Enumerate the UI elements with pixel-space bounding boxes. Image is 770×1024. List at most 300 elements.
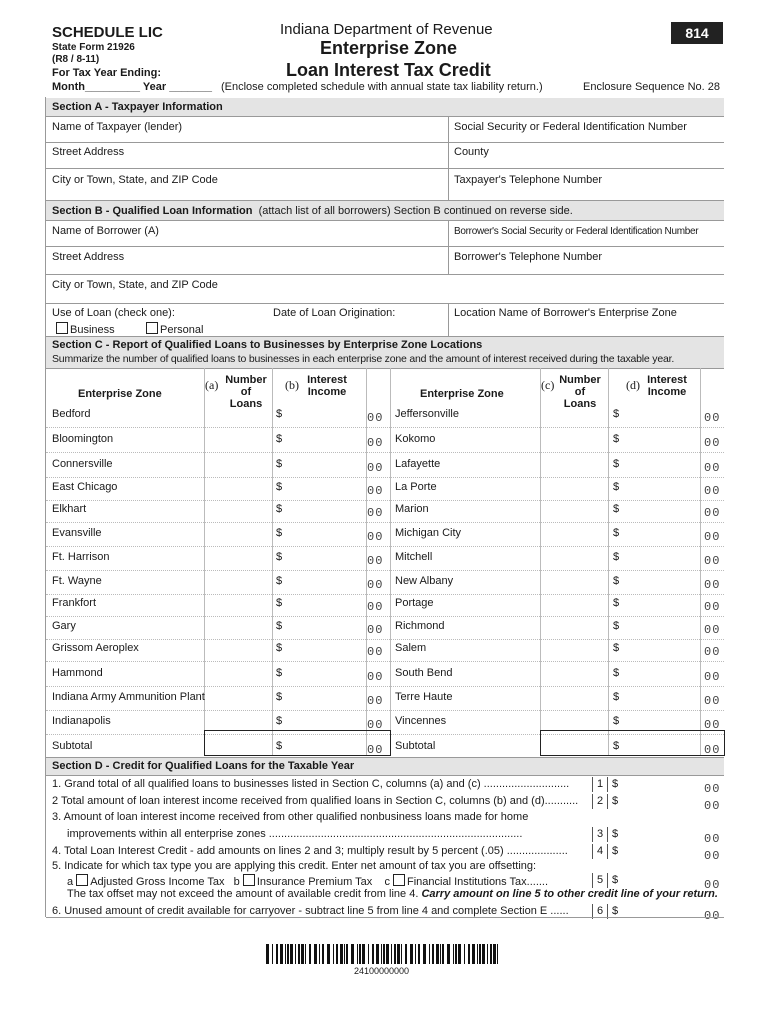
barcode-bar [490, 944, 492, 964]
zone-right-loans-input[interactable] [541, 571, 607, 591]
barcode-bar [383, 944, 385, 964]
barcode-bar [276, 944, 278, 964]
section-c-summary: Summarize the number of qualified loans to businesses in each enterprise zone and the amount of interest received during the taxable year. [52, 353, 675, 365]
zone-left-dollar: $ [276, 433, 283, 445]
zone-right-interest-input[interactable] [622, 499, 698, 519]
enclose-note: (Enclose completed schedule with annual state tax liability return.) [221, 81, 543, 93]
zone-right-dollar: $ [613, 458, 620, 470]
zone-left-cents: 00 [367, 743, 384, 757]
zone-left-cents: 00 [367, 578, 384, 592]
zone-right-dollar: $ [613, 503, 620, 515]
zone-left-dollar: $ [276, 715, 283, 727]
barcode-bar [418, 944, 420, 964]
insurance-tax-label: Insurance Premium Tax [256, 876, 373, 888]
zone-right-cents: 00 [704, 670, 721, 684]
zone-right-loans-input[interactable] [541, 499, 607, 519]
section-c-title: Section C - Report of Qualified Loans to Businesses by Enterprise Zone Locations [52, 339, 483, 351]
barcode-bar [314, 944, 317, 964]
zone-right-interest-input[interactable] [622, 711, 698, 731]
zone-right-cents: 00 [704, 461, 721, 475]
barcode-bar [272, 944, 273, 964]
zone-left-interest-input[interactable] [286, 523, 364, 543]
state-form-number: State Form 21926 [52, 42, 135, 53]
barcode-bar [357, 944, 358, 964]
barcode-bar [322, 944, 324, 964]
barcode-bar [487, 944, 488, 964]
barcode-bar [394, 944, 396, 964]
zone-left-label: East Chicago [52, 481, 118, 493]
zone-right-interest-input[interactable] [622, 663, 698, 683]
zone-right-label: Lafayette [395, 458, 441, 470]
personal-checkbox-option[interactable] [146, 322, 203, 336]
barcode-bar [362, 944, 365, 964]
taxpayer-phone-field[interactable]: Taxpayer's Telephone Number [454, 174, 603, 186]
department-name: Indiana Department of Revenue [280, 21, 493, 38]
insurance-tax-checkbox[interactable] [243, 874, 255, 886]
section-d-title: Section D - Credit for Qualified Loans for the Taxable Year [52, 760, 355, 772]
barcode-number: 24100000000 [354, 966, 410, 976]
line-cents: 00 [704, 782, 721, 796]
barcode-bar [368, 944, 369, 964]
option-b-letter: b [233, 876, 240, 888]
zone-left-dollar: $ [276, 597, 283, 609]
zone-left-cents: 00 [367, 484, 384, 498]
zone-left-loans-input[interactable] [205, 687, 271, 707]
zone-left-label: Subtotal [52, 740, 93, 752]
line-amount-input[interactable] [622, 794, 700, 810]
zone-left-dollar: $ [276, 503, 283, 515]
zone-right-cents: 00 [704, 530, 721, 544]
line5-note-bold: Carry amount on line 5 to other credit line of your return. [421, 888, 718, 900]
zone-right-interest-input[interactable] [622, 523, 698, 543]
line5-options [67, 874, 548, 888]
zone-left-loans-input[interactable] [205, 547, 271, 567]
zone-right-cents: 00 [704, 743, 721, 757]
zone-right-interest-input[interactable] [622, 593, 698, 613]
zone-left-label: Hammond [52, 667, 103, 679]
zone-right-label: Terre Haute [395, 691, 453, 703]
zone-left-label: Ft. Wayne [52, 575, 102, 587]
zone-right-interest-input[interactable] [622, 454, 698, 474]
zone-left-interest-input[interactable] [286, 571, 364, 591]
line-cents: 00 [704, 909, 721, 923]
loan-date-field[interactable]: Date of Loan Origination: [273, 307, 396, 319]
zone-left-label: Frankfort [52, 597, 97, 609]
form-title-line2: Loan Interest Tax Credit [286, 60, 491, 80]
zone-right-cents: 00 [704, 484, 721, 498]
line1-text: 1. Grand total of all qualified loans to businesses listed in Section C, columns (a) and (c) ............................ [52, 778, 570, 790]
zone-left-label: Indiana Army Ammunition Plant [52, 691, 205, 703]
zone-right-cents: 00 [704, 718, 721, 732]
zone-left-dollar: $ [276, 740, 283, 752]
col-d-header-line2: Income [647, 386, 687, 398]
zone-left-label: Indianapolis [52, 715, 111, 727]
zone-right-loans-input[interactable] [541, 736, 607, 756]
col-b-header-line1: Interest [307, 374, 347, 386]
zone-left-interest-input[interactable] [286, 454, 364, 474]
zone-left-dollar: $ [276, 408, 283, 420]
zone-right-interest-input[interactable] [622, 429, 698, 449]
barcode-bar [442, 944, 444, 964]
schedule-title: SCHEDULE LIC [52, 24, 163, 41]
col-b-label: (b) [285, 378, 299, 392]
barcode-bar [455, 944, 457, 964]
zone-left-label: Grissom Aeroplex [52, 642, 139, 654]
barcode-bar [359, 944, 361, 964]
line3-text-a: 3. Amount of loan interest income received from other qualified nonbusiness loans made for home [52, 811, 529, 823]
zone-left-dollar: $ [276, 620, 283, 632]
zone-left-loans-input[interactable] [205, 663, 271, 683]
barcode-bar [497, 944, 498, 964]
zone-right-dollar: $ [613, 667, 620, 679]
zone-right-label: Jeffersonville [395, 408, 459, 420]
zone-left-cents: 00 [367, 718, 384, 732]
barcode-bar [266, 944, 269, 964]
zone-left-cents: 00 [367, 623, 384, 637]
barcode-bar [344, 944, 345, 964]
zone-right-label: Marion [395, 503, 429, 515]
zone-left-loans-input[interactable] [205, 429, 271, 449]
line-number-box: 2 [592, 794, 608, 809]
barcode-bar [340, 944, 343, 964]
taxpayer-city-field[interactable]: City or Town, State, and ZIP Code [52, 174, 218, 186]
zone-right-loans-input[interactable] [541, 454, 607, 474]
zone-right-interest-input[interactable] [622, 638, 698, 658]
zone-right-dollar: $ [613, 527, 620, 539]
taxpayer-ssn-field[interactable]: Social Security or Federal Identification Number [454, 121, 687, 133]
zone-left-cents: 00 [367, 600, 384, 614]
borrower-phone-field[interactable]: Borrower's Telephone Number [454, 251, 603, 263]
business-label: Business [70, 324, 115, 336]
zone-left-loans-input[interactable] [205, 736, 271, 756]
barcode-bar [423, 944, 426, 964]
borrower-ssn-field[interactable]: Borrower's Social Security or Federal Identification Number [454, 226, 699, 237]
barcode-bar [386, 944, 389, 964]
zone-left-loans-input[interactable] [205, 404, 271, 424]
zone-right-loans-input[interactable] [541, 593, 607, 613]
zone-left-dollar: $ [276, 481, 283, 493]
barcode-bar [295, 944, 296, 964]
line-number-box: 6 [592, 904, 608, 919]
zone-right-interest-input[interactable] [622, 404, 698, 424]
zone-left-label: Connersville [52, 458, 113, 470]
zone-right-dollar: $ [613, 620, 620, 632]
zone-left-dollar: $ [276, 642, 283, 654]
zone-left-label: Bloomington [52, 433, 114, 445]
section-b-title-row [52, 205, 573, 217]
zone-left-loans-input[interactable] [205, 477, 271, 497]
zone-left-interest-input[interactable] [286, 663, 364, 683]
zone-left-dollar: $ [276, 667, 283, 679]
line-dollar: $ [612, 795, 619, 807]
zone-left-interest-input[interactable] [286, 547, 364, 567]
line-dollar: $ [612, 845, 619, 857]
col-d-header-line1: Interest [647, 374, 687, 386]
zone-left-loans-input[interactable] [205, 523, 271, 543]
barcode-bar [468, 944, 470, 964]
barcode-bar [482, 944, 485, 964]
line-dollar: $ [612, 905, 619, 917]
line-number-box: 1 [592, 777, 608, 792]
zone-right-loans-input[interactable] [541, 711, 607, 731]
section-b-note: (attach list of all borrowers) Section B continued on reverse side. [258, 205, 573, 217]
barcode-bar [401, 944, 402, 964]
zone-right-cents: 00 [704, 436, 721, 450]
zone-left-cents: 00 [367, 436, 384, 450]
zone-left-loans-input[interactable] [205, 499, 271, 519]
taxpayer-county-field[interactable]: County [454, 146, 489, 158]
business-checkbox[interactable] [56, 322, 68, 334]
barcode-bar [464, 944, 465, 964]
month-year-field[interactable]: Month_________ Year _______ [52, 81, 213, 93]
zone-left-dollar: $ [276, 575, 283, 587]
line5-text: 5. Indicate for which tax type you are applying this credit. Enter net amount of tax you are offsetting: [52, 860, 537, 872]
line-dollar: $ [612, 874, 619, 886]
zone-right-loans-input[interactable] [541, 477, 607, 497]
zone-right-dollar: $ [613, 575, 620, 587]
zone-right-loans-input[interactable] [541, 616, 607, 636]
zone-right-interest-input[interactable] [622, 736, 698, 756]
barcode-bar [493, 944, 496, 964]
barcode-bar [453, 944, 454, 964]
section-a-title: Section A - Taxpayer Information [52, 101, 223, 113]
line-number-box: 5 [592, 873, 608, 888]
line2-text: 2 Total amount of loan interest income received from qualified loans in Section C, columns (b) and (d)........... [52, 795, 579, 807]
barcode-bar [479, 944, 481, 964]
zone-left-loans-input[interactable] [205, 571, 271, 591]
zone-left-label: Ft. Harrison [52, 551, 110, 563]
line-amount-input[interactable] [622, 777, 700, 793]
line5-note-regular: The tax offset may not exceed the amount of available credit from line 4. [67, 888, 419, 900]
barcode-bar [432, 944, 434, 964]
revision-label: (R8 / 8-11) [52, 54, 100, 65]
business-checkbox-option[interactable] [56, 322, 115, 336]
barcode [266, 944, 502, 966]
zone-left-cents: 00 [367, 461, 384, 475]
zone-left-interest-input[interactable] [286, 499, 364, 519]
barcode-bar [301, 944, 304, 964]
zone-left-dollar: $ [276, 551, 283, 563]
zone-right-loans-input[interactable] [541, 663, 607, 683]
barcode-bar [336, 944, 338, 964]
barcode-bar [410, 944, 413, 964]
zone-right-label: Richmond [395, 620, 445, 632]
personal-checkbox[interactable] [146, 322, 158, 334]
agi-tax-label: Adjusted Gross Income Tax [90, 876, 225, 888]
form-number-badge: 814 [671, 22, 723, 44]
zone-right-label: Michigan City [395, 527, 462, 539]
taxpayer-street-field[interactable]: Street Address [52, 146, 125, 158]
borrower-name-field[interactable]: Name of Borrower (A) [52, 225, 159, 237]
zone-left-interest-input[interactable] [286, 477, 364, 497]
zone-left-cents: 00 [367, 506, 384, 520]
col-zone-header-left: Enterprise Zone [78, 388, 162, 400]
zone-right-loans-input[interactable] [541, 547, 607, 567]
zone-left-interest-input[interactable] [286, 711, 364, 731]
line-amount-input[interactable] [622, 873, 700, 889]
col-b-header [303, 374, 351, 398]
barcode-bar [472, 944, 475, 964]
zone-right-loans-input[interactable] [541, 429, 607, 449]
line-cents: 00 [704, 878, 721, 892]
borrower-street-field[interactable]: Street Address [52, 251, 125, 263]
zone-right-cents: 00 [704, 578, 721, 592]
barcode-bar [376, 944, 379, 964]
barcode-bar [440, 944, 441, 964]
line5-note [67, 888, 718, 900]
col-d-label: (d) [626, 378, 640, 392]
barcode-bar [477, 944, 478, 964]
line-number-box: 4 [592, 844, 608, 859]
zone-right-interest-input[interactable] [622, 616, 698, 636]
loan-use-label: Use of Loan (check one): [52, 307, 175, 319]
barcode-bar [309, 944, 311, 964]
zone-right-label: South Bend [395, 667, 453, 679]
zone-left-loans-input[interactable] [205, 638, 271, 658]
zone-right-loans-input[interactable] [541, 404, 607, 424]
zone-right-dollar: $ [613, 715, 620, 727]
zone-right-interest-input[interactable] [622, 477, 698, 497]
zone-right-interest-input[interactable] [622, 547, 698, 567]
line-dollar: $ [612, 778, 619, 790]
zone-left-interest-input[interactable] [286, 736, 364, 756]
zone-right-dollar: $ [613, 408, 620, 420]
zone-right-label: Mitchell [395, 551, 433, 563]
zone-right-label: New Albany [395, 575, 454, 587]
zone-right-dollar: $ [613, 597, 620, 609]
borrower-city-field[interactable]: City or Town, State, and ZIP Code [52, 279, 218, 291]
col-a-header-line1: Number [225, 374, 267, 386]
zone-right-label: La Porte [395, 481, 437, 493]
line-amount-input[interactable] [622, 827, 700, 843]
zone-right-loans-input[interactable] [541, 687, 607, 707]
zone-right-loans-input[interactable] [541, 523, 607, 543]
col-c-label: (c) [541, 378, 555, 392]
zone-left-loans-input[interactable] [205, 616, 271, 636]
barcode-bar [333, 944, 334, 964]
barcode-bar [415, 944, 416, 964]
zone-right-interest-input[interactable] [622, 571, 698, 591]
enclosure-sequence: Enclosure Sequence No. 28 [583, 81, 720, 93]
zone-left-interest-input[interactable] [286, 687, 364, 707]
zone-left-loans-input[interactable] [205, 593, 271, 613]
barcode-bar [458, 944, 461, 964]
zone-right-label: Kokomo [395, 433, 436, 445]
barcode-bar [381, 944, 382, 964]
barcode-bar [327, 944, 330, 964]
zone-left-dollar: $ [276, 691, 283, 703]
col-c-header-line1: Number [559, 374, 601, 386]
barcode-bar [298, 944, 300, 964]
tax-year-ending-label: For Tax Year Ending: [52, 67, 162, 79]
zone-left-interest-input[interactable] [286, 616, 364, 636]
zone-right-cents: 00 [704, 554, 721, 568]
col-b-header-line2: Income [307, 386, 347, 398]
zone-left-interest-input[interactable] [286, 593, 364, 613]
zone-right-cents: 00 [704, 645, 721, 659]
line-cents: 00 [704, 849, 721, 863]
zone-right-label: Portage [395, 597, 434, 609]
zone-left-cents: 00 [367, 670, 384, 684]
line6-text: 6. Unused amount of credit available for carryover - subtract line 5 from line 4 and complete Section E ...... [52, 905, 569, 917]
zone-right-cents: 00 [704, 694, 721, 708]
zone-left-loans-input[interactable] [205, 711, 271, 731]
zone-right-dollar: $ [613, 481, 620, 493]
line3-text-b: improvements within all enterprise zones ................................................................................... [67, 828, 523, 840]
zone-left-label: Bedford [52, 408, 91, 420]
zone-left-label: Elkhart [52, 503, 87, 515]
zone-right-dollar: $ [613, 551, 620, 563]
zone-right-loans-input[interactable] [541, 638, 607, 658]
zone-right-dollar: $ [613, 642, 620, 654]
line-amount-input[interactable] [622, 844, 700, 860]
barcode-bar [285, 944, 286, 964]
zone-left-dollar: $ [276, 527, 283, 539]
zone-right-label: Salem [395, 642, 427, 654]
zone-right-label: Vincennes [395, 715, 447, 727]
barcode-bar [405, 944, 407, 964]
zone-right-cents: 00 [704, 600, 721, 614]
zone-left-interest-input[interactable] [286, 404, 364, 424]
option-a-letter: a [67, 876, 74, 888]
zone-right-dollar: $ [613, 740, 620, 752]
zone-left-cents: 00 [367, 411, 384, 425]
barcode-bar [346, 944, 348, 964]
col-zone-header-right: Enterprise Zone [420, 388, 504, 400]
zone-left-loans-input[interactable] [205, 454, 271, 474]
fi-tax-checkbox[interactable] [393, 874, 405, 886]
option-c-letter: c [384, 876, 390, 888]
personal-label: Personal [160, 324, 204, 336]
col-c-header-line2: of Loans [563, 386, 597, 410]
col-a-header-line2: of Loans [229, 386, 263, 410]
line-cents: 00 [704, 832, 721, 846]
fi-tax-label: Financial Institutions Tax....... [407, 876, 549, 888]
barcode-bar [391, 944, 392, 964]
line-cents: 00 [704, 799, 721, 813]
barcode-bar [280, 944, 283, 964]
zone-right-cents: 00 [704, 506, 721, 520]
agi-tax-checkbox[interactable] [76, 874, 88, 886]
loan-location-field[interactable]: Location Name of Borrower's Enterprise Zone [454, 307, 677, 319]
form-title-line1: Enterprise Zone [320, 38, 458, 58]
line-number-box: 3 [592, 827, 608, 842]
zone-right-dollar: $ [613, 691, 620, 703]
barcode-bar [429, 944, 430, 964]
zone-right-label: Subtotal [395, 740, 436, 752]
section-b-title: Section B - Qualified Loan Information [52, 205, 253, 217]
col-d-header [644, 374, 690, 398]
zone-left-interest-input[interactable] [286, 638, 364, 658]
zone-left-label: Gary [52, 620, 76, 632]
zone-left-cents: 00 [367, 530, 384, 544]
zone-left-label: Evansville [52, 527, 102, 539]
line4-text: 4. Total Loan Interest Credit - add amounts on lines 2 and 3; multiply result by 5 percent (.05) .................... [52, 845, 568, 857]
zone-left-interest-input[interactable] [286, 429, 364, 449]
barcode-bar [447, 944, 450, 964]
taxpayer-name-field[interactable]: Name of Taxpayer (lender) [52, 121, 183, 133]
barcode-bar [397, 944, 400, 964]
line-dollar: $ [612, 828, 619, 840]
zone-left-cents: 00 [367, 645, 384, 659]
barcode-bar [290, 944, 293, 964]
zone-right-cents: 00 [704, 623, 721, 637]
zone-right-interest-input[interactable] [622, 687, 698, 707]
barcode-bar [436, 944, 439, 964]
zone-left-cents: 00 [367, 554, 384, 568]
zone-right-dollar: $ [613, 433, 620, 445]
zone-left-cents: 00 [367, 694, 384, 708]
